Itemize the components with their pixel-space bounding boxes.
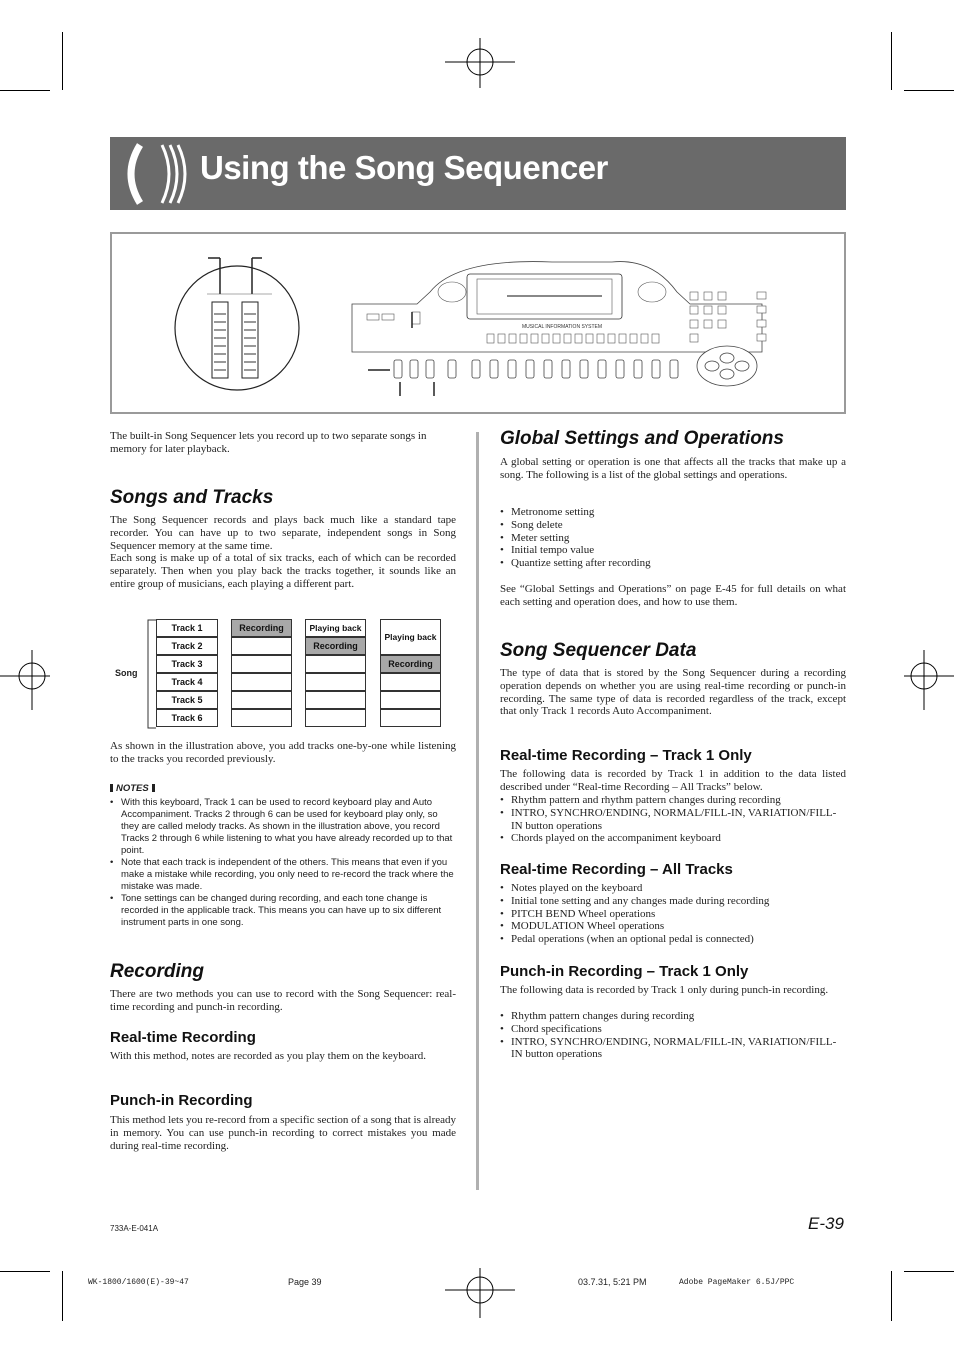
keyboard-illustration [110,232,846,414]
col2-track4-cell [305,673,366,691]
global-item: • Quantize setting after recording [500,557,846,570]
crop-mark [904,1271,954,1272]
rt-track1-list [500,794,846,845]
col1-track1-cell: Recording [231,619,292,637]
crop-mark [0,90,50,91]
punchin-track1-paragraph: The following data is recorded by Track 1 only during punch-in recording. [500,984,829,996]
track-1-cell: Track 1 [156,619,218,637]
keyboard-drawing [112,234,844,412]
document-code: 733A-E-041A [110,1224,159,1233]
punchin-recording-heading: Punch-in Recording [110,1092,253,1109]
global-settings-paragraph: A global setting or operation is one that affects all the tracks that make up a song. The following is a list of the global settings and operations. [500,456,846,481]
title-bar [110,137,846,210]
song-label: Song [115,668,138,678]
crop-mark [62,1271,63,1321]
notes-marker-icon [110,784,113,792]
rt-all-item: • Notes played on the keyboard [500,882,846,895]
notes-marker-icon [152,784,155,792]
page-title: Using the Song Sequencer [200,149,608,186]
crop-mark [62,32,63,90]
col3-track5-cell [380,691,441,709]
notes-list [110,797,455,929]
punchin-item: • Rhythm pattern changes during recording [500,1010,846,1023]
col3-track4-cell [380,673,441,691]
registration-target [904,650,954,710]
global-settings-heading: Global Settings and Operations [500,428,784,449]
col1-track5-cell [231,691,292,709]
punchin-track1-heading: Punch-in Recording – Track 1 Only [500,963,749,980]
col2-track5-cell [305,691,366,709]
note-item-text: Tone settings can be changed during recording, and each tone change is recorded in the applicable track. This means you can have up to six different instrument parts in one song. [121,893,442,928]
track-2-cell: Track 2 [156,637,218,655]
rt-all-list [500,882,846,946]
col1-track2-cell [231,637,292,655]
footer-app: Adobe PageMaker 6.5J/PPC [679,1278,795,1287]
after-diagram-paragraph: As shown in the illustration above, you add tracks one-by-one while listening to the tracks you recorded previously. [110,740,456,765]
registration-target [445,1268,515,1318]
intro-paragraph: The built-in Song Sequencer lets you record up to two separate songs in memory for later playback. [110,430,427,455]
punchin-item: • Chord specifications [500,1023,846,1036]
track-5-cell: Track 5 [156,691,218,709]
column-divider [476,432,479,1190]
col2-track3-cell [305,655,366,673]
col3-track3-cell: Recording [380,655,441,673]
col2-track2-cell: Recording [305,637,366,655]
rt-all-item: • Pedal operations (when an optional pedal is connected) [500,933,846,946]
recording-heading: Recording [110,961,204,982]
global-item: • Initial tempo value [500,544,846,557]
svg-text:MUSICAL INFORMATION SYSTEM: MUSICAL INFORMATION SYSTEM [522,324,603,330]
crop-mark [904,90,954,91]
punchin-item: • INTRO, SYNCHRO/ENDING, NORMAL/FILL-IN, VARIATION/FILL-IN button operations [500,1036,846,1062]
rt-track1-item: • INTRO, SYNCHRO/ENDING, NORMAL/FILL-IN, VARIATION/FILL-IN button operations [500,807,846,833]
col1-track3-cell [231,655,292,673]
global-settings-list [500,506,846,570]
note-item-text: Note that each track is independent of the others. This means that even if you make a mistake while recording, you only need to re-record the track where the mistake was made. [121,857,454,892]
crop-mark [0,1271,50,1272]
page-number: E-39 [808,1214,844,1233]
note-item [110,797,455,857]
col2-track6-cell [305,709,366,727]
col1-track4-cell [231,673,292,691]
track-3-cell: Track 3 [156,655,218,673]
col1-track6-cell [231,709,292,727]
global-item: • Meter setting [500,532,846,545]
songs-and-tracks-paragraph-2: Each song is make up of a total of six tracks, each of which can be recorded separately. Then when you play back the tracks together, it sounds like an entire group of musicians, each playing a different part. [110,552,456,590]
realtime-recording-heading: Real-time Recording [110,1029,256,1046]
track-6-cell: Track 6 [156,709,218,727]
file-name: WK-1800/1600(E)-39~47 [88,1278,189,1287]
notes-heading-label: NOTES [116,783,149,794]
crop-mark [891,1271,892,1321]
songs-and-tracks-paragraph-1: The Song Sequencer records and plays back much like a standard tape recorder. You can have up to two separate, independent songs in Song Sequencer memory at the same time. [110,514,456,552]
rt-all-heading: Real-time Recording – All Tracks [500,861,733,878]
rt-all-item: • PITCH BEND Wheel operations [500,908,846,921]
punchin-track1-list [500,1010,846,1061]
song-sequencer-data-heading: Song Sequencer Data [500,640,697,661]
bracket-ornament [118,141,194,207]
song-sequencer-data-paragraph: The type of data that is stored by the Song Sequencer during a recording operation depends on whether you are using real-time recording or punch-in recording. The same type of data is recorded regardless of the track, except that only Track 1 records Auto Accompaniment. [500,667,846,718]
global-settings-see: See “Global Settings and Operations” on page E-45 for full details on what each setting and operation does, and how to use them. [500,583,846,608]
punchin-recording-paragraph: This method lets you re-record from a specific section of a song that is already in memory. You can use punch-in recording to correct mistakes you made during real-time recording. [110,1114,456,1152]
crop-mark [891,32,892,90]
global-item: • Song delete [500,519,846,532]
rt-all-item: • Initial tone setting and any changes made during recording [500,895,846,908]
note-item [110,857,455,893]
rt-all-item: • MODULATION Wheel operations [500,920,846,933]
col3-playing-back-cell: Playing back [380,619,441,655]
registration-target [445,38,515,88]
global-item: • Metronome setting [500,506,846,519]
songs-and-tracks-heading: Songs and Tracks [110,487,274,508]
rt-track1-item: • Rhythm pattern and rhythm pattern changes during recording [500,794,846,807]
registration-target [0,650,50,710]
recording-paragraph: There are two methods you can use to record with the Song Sequencer: real-time recording and punch-in recording. [110,988,456,1013]
footer-page: Page 39 [288,1277,322,1287]
rt-track1-heading: Real-time Recording – Track 1 Only [500,747,752,764]
track-diagram [110,616,456,732]
note-item [110,893,455,929]
col3-track6-cell [380,709,441,727]
rt-track1-item: • Chords played on the accompaniment keyboard [500,832,846,845]
rt-track1-paragraph: The following data is recorded by Track 1 in addition to the data listed described under “Real-time Recording – All Tracks” below. [500,768,846,793]
track-4-cell: Track 4 [156,673,218,691]
col2-track1-cell: Playing back [305,619,366,637]
footer-date: 03.7.31, 5:21 PM [578,1277,647,1287]
realtime-recording-paragraph: With this method, notes are recorded as you play them on the keyboard. [110,1050,427,1062]
notes-heading [110,783,155,794]
note-item-text: With this keyboard, Track 1 can be used to record keyboard play and Auto Accompaniment. Tracks 2 through 6 can be used for keyboard play only, so they are called melody tracks. As shown in the illustration above, you record Tracks 2 through 6 while listening to what you have already recorded up to that point. [121,797,453,856]
